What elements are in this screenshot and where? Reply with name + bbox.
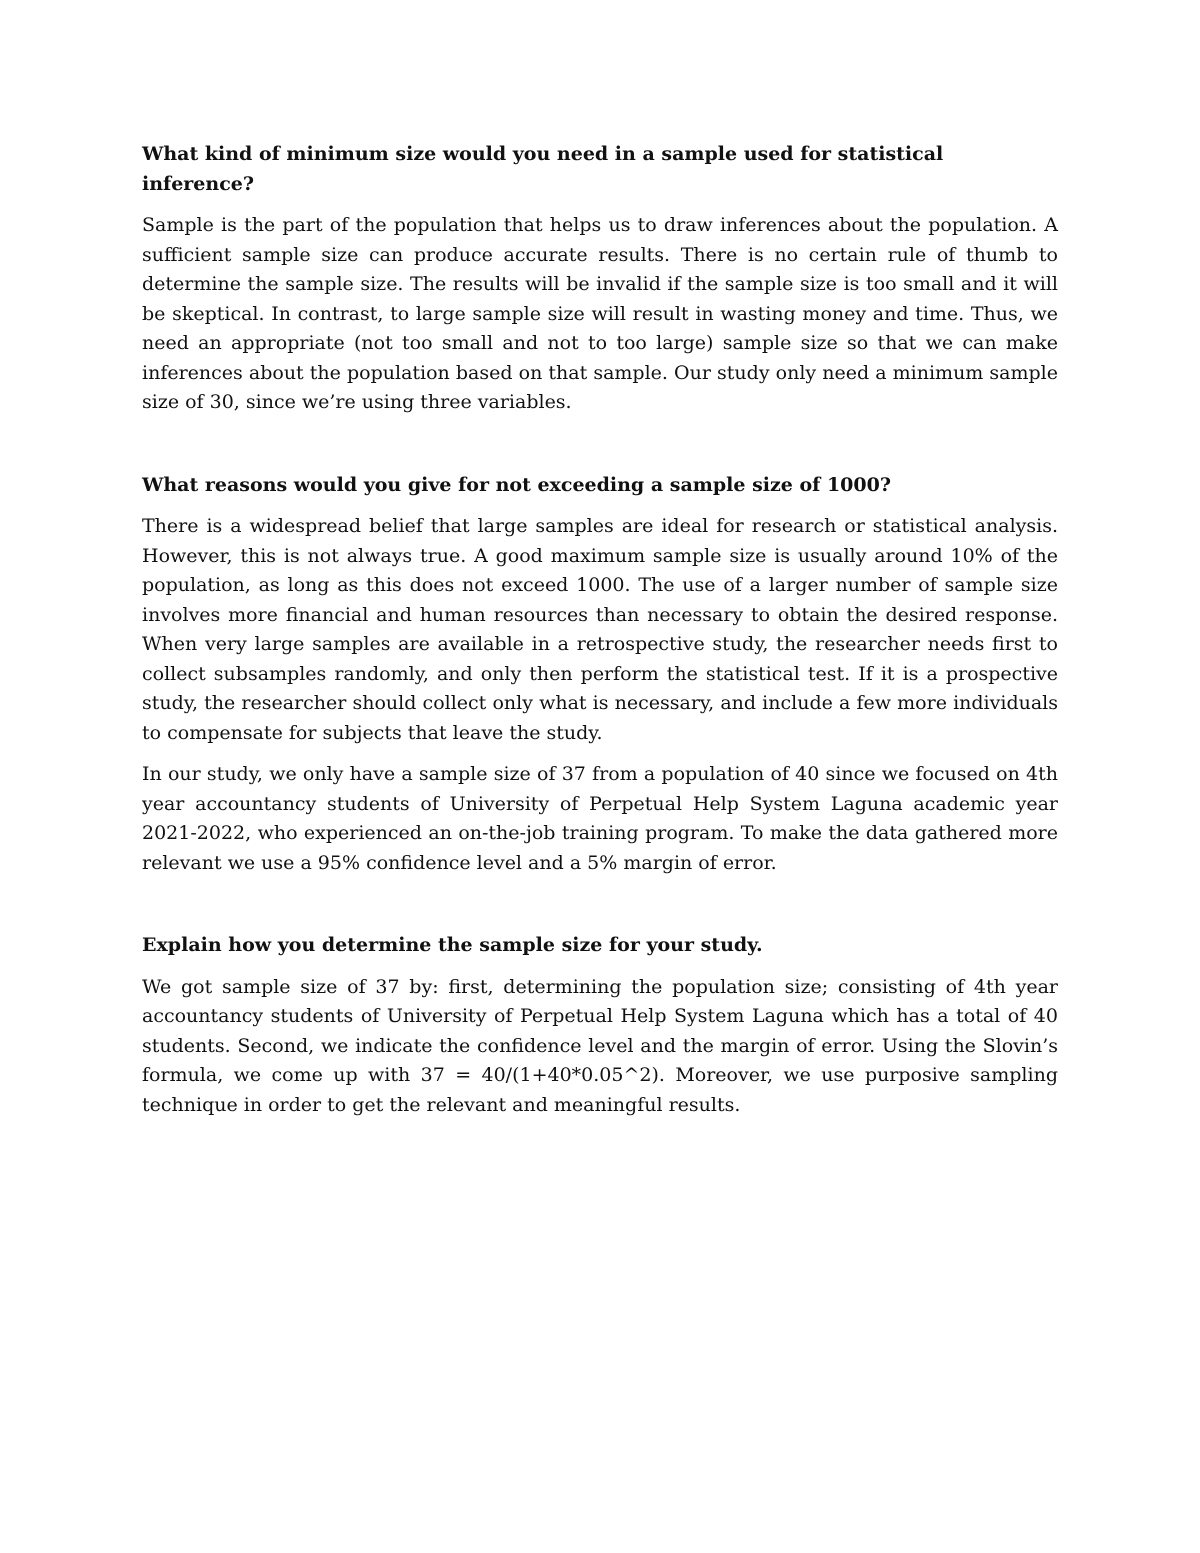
answer-paragraph: There is a widespread belief that large samples are ideal for research or statistical analysis. However, this is not always true. A good maximum sample size is usually around 10% of the population, as long as this does not exceed 1000. The use of a larger number of sample size involves more financial and human resources than necessary to obtain the desired response. When very large samples are available in a retrospective study, the researcher needs first to collect subsamples randomly, and only then perform the statistical test. If it is a prospective study, the researcher should collect only what is necessary, and include a few more individuals to compensate for subjects that leave the study. (142, 515, 1058, 744)
section-spacer (142, 430, 1058, 471)
document-body (142, 140, 1058, 1132)
question-heading: What kind of minimum size would you need in a sample used for statistical inference? (142, 143, 944, 195)
question-heading: What reasons would you give for not exceeding a sample size of 1000? (142, 473, 891, 496)
question-heading: Explain how you determine the sample size for your study. (142, 934, 763, 956)
answer-paragraph: We got sample size of 37 by: first, determining the population size; consisting of 4th year accountancy students of University of Perpetual Help System Laguna which has a total of 40 students. Second, we indicate the confidence level and the margin of error. Using the Slovin’s formula, we come up with 37 = 40/(1+40*0.05^2). Moreover, we use purposive sampling technique in order to get the relevant and meaningful results. (142, 975, 1058, 1116)
answer-paragraph: Sample is the part of the population that helps us to draw inferences about the population. A sufficient sample size can produce accurate results. There is no certain rule of thumb to determine the sample size. The results will be invalid if the sample size is too small and it will be skeptical. In contrast, to large sample size will result in wasting money and time. Thus, we need an appropriate (not too small and not to too large) sample size so that we can make inferences about the population based on that sample. Our study only need a minimum sample size of 30, since we’re using three variables. (142, 214, 1058, 413)
section-spacer (142, 890, 1058, 931)
answer-paragraph: In our study, we only have a sample size of 37 from a population of 40 since we focused on 4th year accountancy students of University of Perpetual Help System Laguna academic year 2021-2022, who experienced an on-the-job training program. To make the data gathered more relevant we use a 95% confidence level and a 5% margin of error. (142, 763, 1058, 874)
